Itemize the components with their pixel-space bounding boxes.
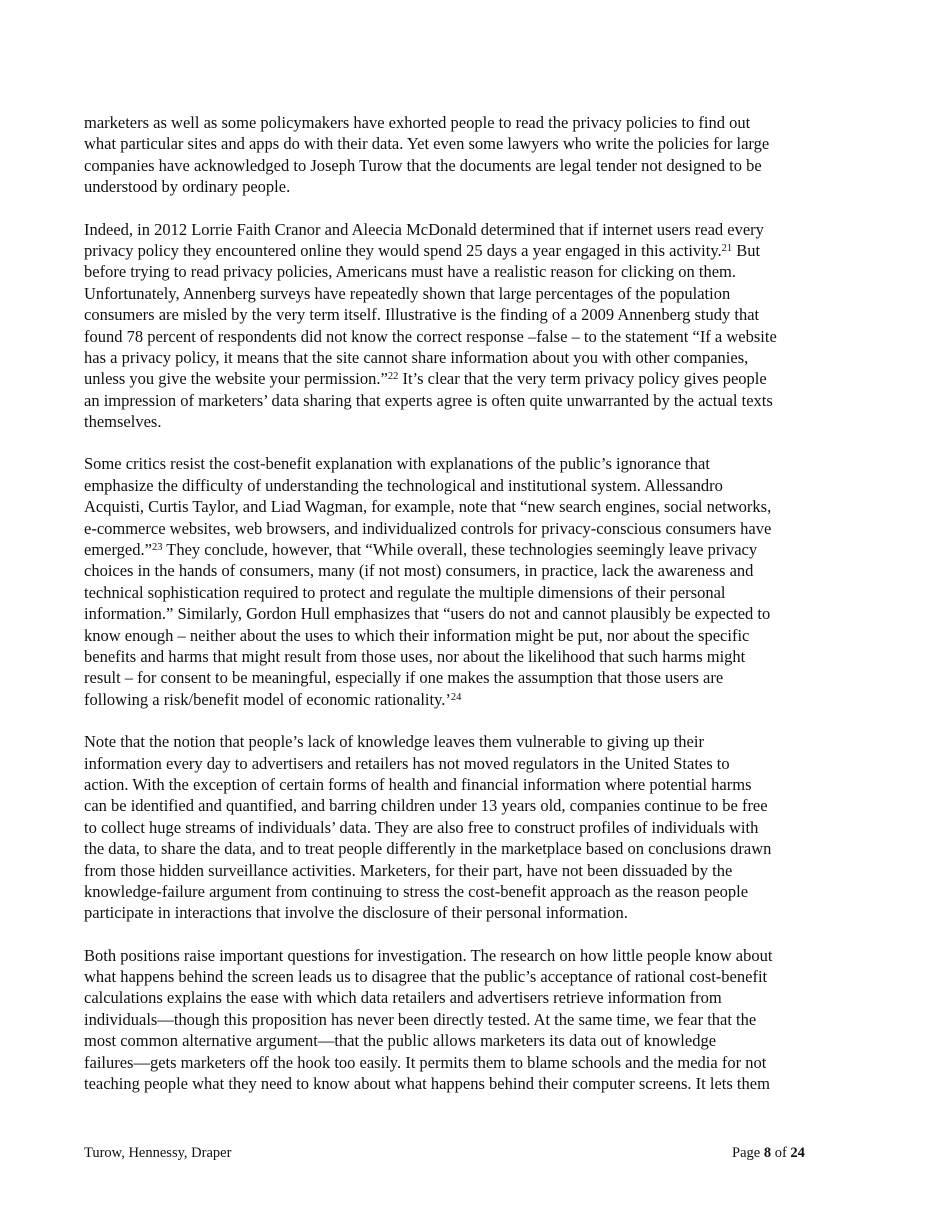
text-line bbox=[84, 176, 868, 197]
text-segment: failures—gets marketers off the hook too easily. It permits them to blame schools and the media for not bbox=[84, 1052, 767, 1072]
text-segment: Some critics resist the cost-benefit explanation with explanations of the public’s ignorance that bbox=[84, 454, 710, 474]
current-page: 8 bbox=[763, 1145, 772, 1161]
text-line bbox=[84, 475, 868, 496]
text-segment: most common alternative argument—that the public allows marketers its data out of knowledge bbox=[84, 1031, 717, 1051]
text-segment: It’s clear that the very term privacy policy gives people bbox=[398, 369, 767, 389]
text-line bbox=[84, 817, 868, 838]
text-segment: privacy policy they encountered online they would spend 25 days a year engaged in this activity. bbox=[84, 240, 722, 260]
text-segment: themselves. bbox=[84, 412, 162, 432]
text-segment: what particular sites and apps do with their data. Yet even some lawyers who write the policies for large bbox=[84, 134, 770, 154]
text-segment: know enough – neither about the uses to which their information might be put, nor about the specific bbox=[84, 625, 750, 645]
text-line bbox=[84, 987, 868, 1008]
page-of-label: of bbox=[774, 1145, 787, 1161]
text-segment: knowledge-failure argument from continuing to stress the cost-benefit approach as the reason people bbox=[84, 881, 749, 901]
text-line bbox=[84, 795, 868, 816]
text-line bbox=[84, 902, 868, 923]
text-line bbox=[84, 347, 868, 368]
text-segment: participate in interactions that involve the disclosure of their personal information. bbox=[84, 903, 628, 923]
text-segment: teaching people what they need to know about what happens behind their computer screens. It lets them bbox=[84, 1074, 770, 1094]
text-segment: Indeed, in 2012 Lorrie Faith Cranor and Aleecia McDonald determined that if internet users read every bbox=[84, 219, 764, 239]
footnote-ref: 24 bbox=[450, 691, 462, 703]
text-segment: emerged.” bbox=[84, 540, 152, 560]
text-line bbox=[84, 240, 868, 261]
text-line bbox=[84, 753, 868, 774]
text-segment: calculations explains the ease with which data retailers and advertisers retrieve information from bbox=[84, 988, 722, 1008]
text-line bbox=[84, 390, 868, 411]
text-segment: before trying to read privacy policies, Americans must have a realistic reason for clicking on them. bbox=[84, 262, 736, 282]
text-segment: an impression of marketers’ data sharing that experts agree is often quite unwarranted by the actual texts bbox=[84, 390, 773, 410]
text-line bbox=[84, 966, 868, 987]
text-line bbox=[84, 411, 868, 432]
text-line bbox=[84, 582, 868, 603]
text-segment: information every day to advertisers and retailers has not moved regulators in the United States to bbox=[84, 753, 730, 773]
text-segment: individuals—though this proposition has never been directly tested. At the same time, we fear that the bbox=[84, 1009, 757, 1029]
text-segment: e-commerce websites, web browsers, and individualized controls for privacy-conscious consumers have bbox=[84, 518, 772, 538]
footer-authors: Turow, Hennessy, Draper bbox=[84, 1145, 232, 1161]
text-segment: result – for consent to be meaningful, especially if one makes the assumption that those users are bbox=[84, 668, 724, 688]
text-segment: consumers are misled by the very term itself. Illustrative is the finding of a 2009 Annenberg study that bbox=[84, 305, 760, 325]
text-line bbox=[84, 689, 868, 710]
paragraph bbox=[84, 945, 868, 1095]
text-segment: companies have acknowledged to Joseph Turow that the documents are legal tender not designed to be bbox=[84, 155, 762, 175]
text-segment: what happens behind the screen leads us to disagree that the public’s acceptance of rational cost-benefit bbox=[84, 967, 768, 987]
text-segment: has a privacy policy, it means that the site cannot share information about you with other companies, bbox=[84, 347, 749, 367]
text-segment: can be identified and quantified, and barring children under 13 years old, companies continue to be free bbox=[84, 796, 768, 816]
text-line bbox=[84, 625, 868, 646]
paragraph bbox=[84, 219, 868, 433]
text-line bbox=[84, 453, 868, 474]
text-line bbox=[84, 646, 868, 667]
text-segment: following a risk/benefit model of economic rationality.’ bbox=[84, 689, 451, 709]
text-line bbox=[84, 667, 868, 688]
text-segment: But bbox=[732, 240, 761, 260]
text-line bbox=[84, 774, 868, 795]
text-line bbox=[84, 112, 868, 133]
text-line bbox=[84, 261, 868, 282]
text-segment: to collect huge streams of individuals’ data. They are also free to construct profiles of individuals with bbox=[84, 817, 759, 837]
footnote-ref: 21 bbox=[721, 242, 733, 254]
text-segment: Unfortunately, Annenberg surveys have repeatedly shown that large percentages of the population bbox=[84, 283, 731, 303]
text-segment: Note that the notion that people’s lack of knowledge leaves them vulnerable to giving up their bbox=[84, 732, 704, 752]
text-line bbox=[84, 560, 868, 581]
text-line bbox=[84, 518, 868, 539]
text-line bbox=[84, 368, 868, 389]
text-segment: found 78 percent of respondents did not know the correct response –false – to the statement “If a website bbox=[84, 326, 777, 346]
paragraph bbox=[84, 112, 868, 198]
text-line bbox=[84, 1009, 868, 1030]
text-segment: unless you give the website your permission.” bbox=[84, 369, 388, 389]
text-line bbox=[84, 1073, 868, 1094]
text-line bbox=[84, 603, 868, 624]
text-segment: Both positions raise important questions for investigation. The research on how little people know about bbox=[84, 945, 773, 965]
text-segment: choices in the hands of consumers, many (if not most) consumers, in practice, lack the awareness and bbox=[84, 561, 754, 581]
text-segment: benefits and harms that might result from those uses, nor about the likelihood that such harms might bbox=[84, 646, 746, 666]
text-line bbox=[84, 304, 868, 325]
text-segment: Acquisti, Curtis Taylor, and Liad Wagman, for example, note that “new search engines, social networks, bbox=[84, 497, 772, 517]
text-segment: emphasize the difficulty of understanding the technological and institutional system. Allessandro bbox=[84, 475, 723, 495]
text-segment: action. With the exception of certain forms of health and financial information where potential harms bbox=[84, 774, 752, 794]
footnote-ref: 23 bbox=[151, 542, 163, 554]
text-line bbox=[84, 731, 868, 752]
text-segment: marketers as well as some policymakers have exhorted people to read the privacy policies to find out bbox=[84, 113, 751, 132]
text-segment: the data, to share the data, and to treat people differently in the marketplace based on conclusions drawn bbox=[84, 839, 772, 859]
page-label: Page bbox=[732, 1145, 761, 1161]
text-segment: from those hidden surveillance activities. Marketers, for their part, have not been dissuaded by the bbox=[84, 860, 733, 880]
text-line bbox=[84, 860, 868, 881]
footer-page-number bbox=[732, 1144, 805, 1162]
paragraph bbox=[84, 731, 868, 924]
paragraph bbox=[84, 453, 868, 710]
text-segment: They conclude, however, that “While overall, these technologies seemingly leave privacy bbox=[162, 540, 758, 560]
total-pages: 24 bbox=[790, 1145, 805, 1161]
text-segment: technical sophistication required to protect and regulate the multiple dimensions of their personal bbox=[84, 582, 726, 602]
text-segment: understood by ordinary people. bbox=[84, 177, 291, 197]
text-line bbox=[84, 155, 868, 176]
text-line bbox=[84, 496, 868, 517]
text-line bbox=[84, 945, 868, 966]
footnote-ref: 22 bbox=[387, 371, 399, 383]
text-line bbox=[84, 1052, 868, 1073]
text-line bbox=[84, 881, 868, 902]
text-line bbox=[84, 539, 868, 560]
text-line bbox=[84, 219, 868, 240]
text-line bbox=[84, 283, 868, 304]
text-line bbox=[84, 326, 868, 347]
text-line bbox=[84, 133, 868, 154]
text-line bbox=[84, 1030, 868, 1051]
text-segment: information.” Similarly, Gordon Hull emphasizes that “users do not and cannot plausibly be expected to bbox=[84, 604, 771, 624]
body-text bbox=[84, 112, 868, 1115]
text-line bbox=[84, 838, 868, 859]
